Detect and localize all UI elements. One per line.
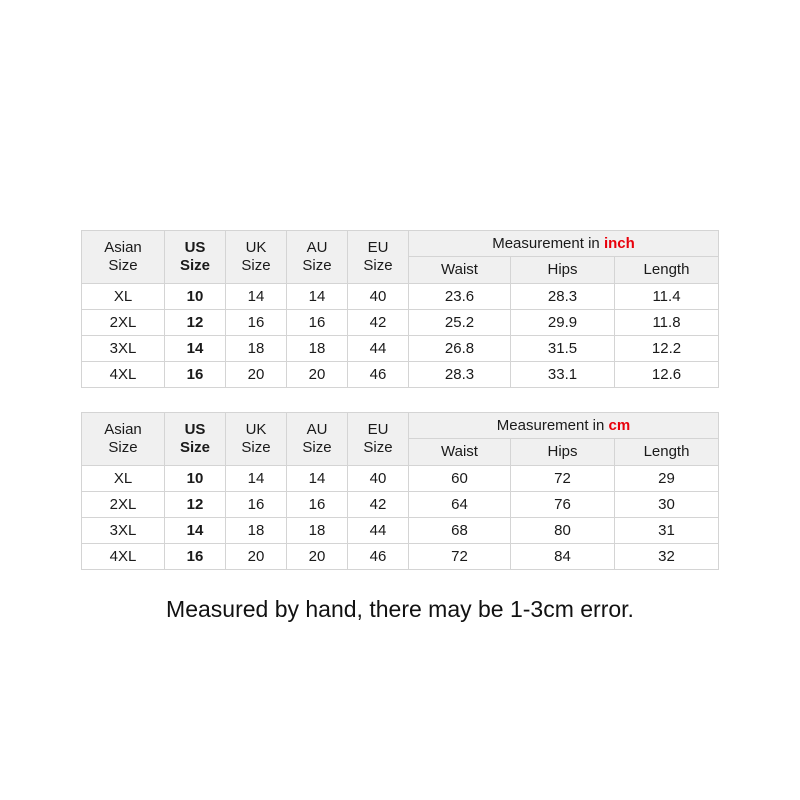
cell-au: 20: [287, 362, 348, 388]
cell-uk: 20: [226, 362, 287, 388]
table-row: [82, 518, 719, 544]
cell-length: 12.6: [615, 362, 719, 388]
cell-us: 10: [165, 466, 226, 492]
cell-au: 18: [287, 518, 348, 544]
cell-au: 18: [287, 336, 348, 362]
cell-waist: 60: [409, 466, 511, 492]
cell-waist: 26.8: [409, 336, 511, 362]
cell-hips: 72: [511, 466, 615, 492]
cell-uk: 14: [226, 284, 287, 310]
cell-eu: 44: [348, 336, 409, 362]
cell-us: 16: [165, 362, 226, 388]
cell-asian: XL: [82, 284, 165, 310]
cell-waist: 68: [409, 518, 511, 544]
cell-waist: 28.3: [409, 362, 511, 388]
cell-uk: 16: [226, 310, 287, 336]
cell-eu: 44: [348, 518, 409, 544]
table-row: [82, 544, 719, 570]
cell-au: 14: [287, 284, 348, 310]
cell-us: 10: [165, 284, 226, 310]
cell-uk: 18: [226, 336, 287, 362]
cell-hips: 80: [511, 518, 615, 544]
cell-waist: 72: [409, 544, 511, 570]
measurement-unit: inch: [603, 234, 635, 252]
table-row: [82, 310, 719, 336]
header-uk-size: UK Size: [226, 231, 287, 284]
cell-asian: 3XL: [82, 518, 165, 544]
cell-uk: 20: [226, 544, 287, 570]
table-row: [82, 466, 719, 492]
cell-eu: 46: [348, 362, 409, 388]
cell-eu: 40: [348, 466, 409, 492]
cell-length: 32: [615, 544, 719, 570]
header-waist: Waist: [409, 439, 511, 466]
header-waist: Waist: [409, 257, 511, 284]
cell-us: 12: [165, 492, 226, 518]
header-asian-size: Asian Size: [82, 413, 165, 466]
cell-hips: 33.1: [511, 362, 615, 388]
header-hips: Hips: [511, 439, 615, 466]
header-hips: Hips: [511, 257, 615, 284]
cell-hips: 76: [511, 492, 615, 518]
cell-waist: 25.2: [409, 310, 511, 336]
cell-length: 11.8: [615, 310, 719, 336]
table-row: [82, 284, 719, 310]
table-row: [82, 492, 719, 518]
measurement-unit: cm: [608, 416, 631, 434]
cell-length: 12.2: [615, 336, 719, 362]
header-length: Length: [615, 257, 719, 284]
header-length: Length: [615, 439, 719, 466]
cell-asian: 2XL: [82, 310, 165, 336]
cell-eu: 46: [348, 544, 409, 570]
cell-au: 16: [287, 492, 348, 518]
header-eu-size: EU Size: [348, 231, 409, 284]
cell-hips: 28.3: [511, 284, 615, 310]
cell-au: 14: [287, 466, 348, 492]
measurement-note: Measured by hand, there may be 1-3cm error.: [166, 596, 634, 622]
header-measurement: Measurement in cm: [409, 413, 719, 439]
header-asian-size: Asian Size: [82, 231, 165, 284]
cell-length: 29: [615, 466, 719, 492]
cell-asian: 2XL: [82, 492, 165, 518]
header-us-size: US Size: [165, 413, 226, 466]
header-uk-size: UK Size: [226, 413, 287, 466]
cell-us: 16: [165, 544, 226, 570]
header-us-size: US Size: [165, 231, 226, 284]
cell-uk: 18: [226, 518, 287, 544]
cell-eu: 40: [348, 284, 409, 310]
cell-waist: 23.6: [409, 284, 511, 310]
cell-hips: 29.9: [511, 310, 615, 336]
cell-length: 11.4: [615, 284, 719, 310]
cell-us: 12: [165, 310, 226, 336]
cell-us: 14: [165, 518, 226, 544]
cell-eu: 42: [348, 310, 409, 336]
cell-uk: 14: [226, 466, 287, 492]
size-table-inch: [81, 230, 719, 388]
cell-waist: 64: [409, 492, 511, 518]
cell-eu: 42: [348, 492, 409, 518]
cell-asian: 4XL: [82, 362, 165, 388]
cell-asian: XL: [82, 466, 165, 492]
cell-asian: 4XL: [82, 544, 165, 570]
cell-au: 20: [287, 544, 348, 570]
table-row: [82, 336, 719, 362]
header-eu-size: EU Size: [348, 413, 409, 466]
cell-au: 16: [287, 310, 348, 336]
cell-asian: 3XL: [82, 336, 165, 362]
cell-hips: 31.5: [511, 336, 615, 362]
header-measurement: Measurement in inch: [409, 231, 719, 257]
table-row: [82, 362, 719, 388]
size-table-cm: [81, 412, 719, 570]
cell-length: 30: [615, 492, 719, 518]
cell-uk: 16: [226, 492, 287, 518]
header-au-size: AU Size: [287, 231, 348, 284]
cell-hips: 84: [511, 544, 615, 570]
cell-length: 31: [615, 518, 719, 544]
cell-us: 14: [165, 336, 226, 362]
header-au-size: AU Size: [287, 413, 348, 466]
